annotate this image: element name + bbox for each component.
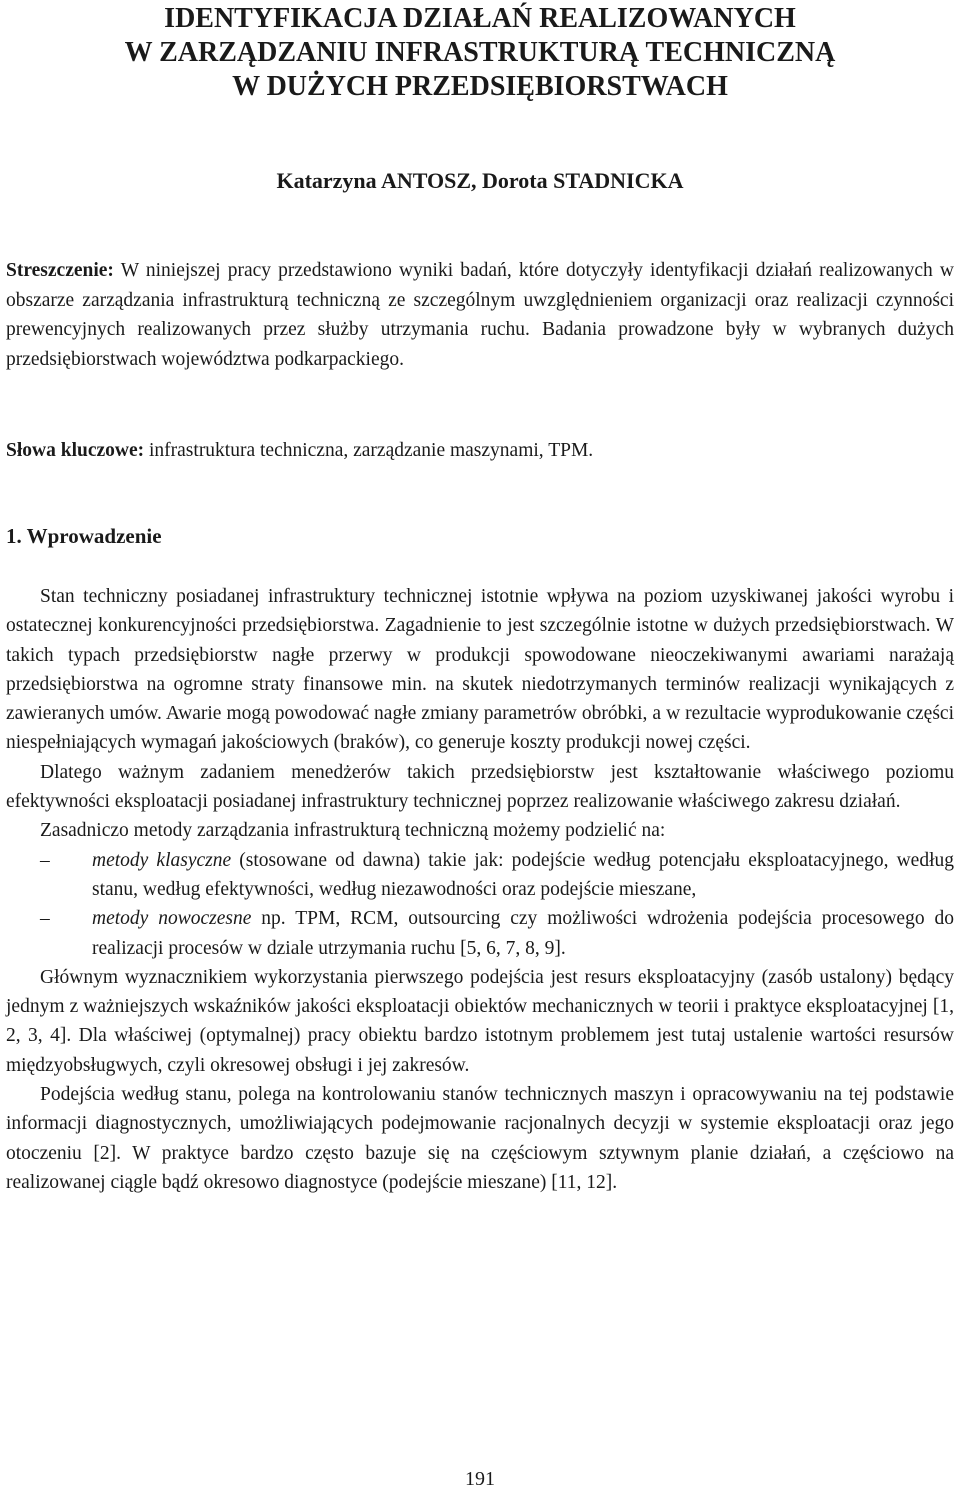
list-item (6, 846, 954, 905)
section-body (6, 582, 954, 1197)
methods-list (6, 846, 954, 963)
keywords (6, 436, 954, 466)
paper-title (0, 2, 960, 104)
list-item (6, 904, 954, 963)
page-number: 191 (465, 1468, 495, 1490)
abstract-label: Streszczenie: (6, 260, 114, 281)
title-line-2: W ZARZĄDZANIU INFRASTRUKTURĄ TECHNICZNĄ (124, 37, 836, 68)
authors: Katarzyna ANTOSZ, Dorota STADNICKA (276, 168, 684, 193)
section-heading: 1. Wprowadzenie (6, 524, 162, 548)
list-marker: – (40, 849, 50, 871)
list-item-term: metody klasyczne (92, 849, 232, 871)
keywords-label: Słowa kluczowe: (6, 440, 145, 461)
title-line-1: IDENTYFIKACJA DZIAŁAŃ REALIZOWANYCH (164, 3, 796, 34)
abstract (6, 256, 954, 374)
list-marker: – (40, 908, 50, 930)
list-item-term: metody nowoczesne (92, 908, 252, 930)
title-line-3: W DUŻYCH PRZEDSIĘBIORSTWACH (232, 71, 728, 102)
paragraph-1: Stan techniczny posiadanej infrastruktury technicznej istotnie wpływa na poziom uzyskiwanej jakości wyrobu i ostatecznej konkurencyjności przedsiębiorstwa. Zagadnienie to jest szczególnie istotne w dużych przedsiębiorstwach. W takich typach przedsiębiorstw nagłe przerwy w produkcji spowodowane nieoczekiwanymi awariami narażają przedsiębiorstwa na ogromne straty finansowe min. na skutek niedotrzymanych terminów realizacji wynikających z zawieranych umów. Awarie mogą powodować nagłe zmiany parametrów obróbki, a w rezultacie wyprodukowanie części niespełniających wymagań jakościowych (braków), co generuje koszty produkcji nowej części. (6, 586, 954, 754)
paragraph-5: Podejścia według stanu, polega na kontrolowaniu stanów technicznych maszyn i opracowywaniu na tej podstawie informacji diagnostycznych, umożliwiających podejmowanie racjonalnych decyzji w systemie eksploatacji oraz jego otoczeniu [2]. W praktyce bardzo często bazuje się na częściowym sztywnym planie działań, a częściowo na realizowanej ciągle bądź okresowo diagnostyce (podejście mieszane) [11, 12]. (6, 1084, 954, 1193)
paragraph-4: Głównym wyznacznikiem wykorzystania pierwszego podejścia jest resurs eksploatacyjny (zasób ustalony) będący jednym z ważniejszych wskaźników jakości eksploatacji obiektów mechanicznych w teorii i praktyce eksploatacyjnej [1, 2, 3, 4]. Dla właściwej (optymalnej) pracy obiektu bardzo istotnym problemem jest tutaj ustalenie wartości resursów międzyobsługwych, czyli okresowej obsługi i jej zakresów. (6, 966, 954, 1076)
abstract-text: W niniejszej pracy przedstawiono wyniki badań, które dotyczyły identyfikacji działań realizowanych w obszarze zarządzania infrastrukturą techniczną ze szczególnym uwzględnieniem organizacji oraz realizacji czynności prewencyjnych realizowanych przez służby utrzymania ruchu. Badania prowadzone były w wybranych dużych przedsiębiorstwach województwa podkarpackiego. (6, 260, 954, 370)
list-item-text: np. TPM, RCM, outsourcing czy możliwości wdrożenia podejścia procesowego do realizacji procesów w dziale utrzymania ruchu [5, 6, 7, 8, 9]. (92, 908, 954, 959)
paragraph-3: Zasadniczo metody zarządzania infrastrukturą techniczną możemy podzielić na: (40, 820, 666, 842)
list-item-text: (stosowane od dawna) takie jak: podejście według potencjału eksploatacyjnego, według stanu, według efektywności, według niezawodności oraz podejście mieszane, (92, 849, 954, 900)
keywords-text: infrastruktura techniczna, zarządzanie maszynami, TPM. (149, 440, 594, 461)
paragraph-2: Dlatego ważnym zadaniem menedżerów takich przedsiębiorstw jest kształtowanie właściwego poziomu efektywności eksploatacji posiadanej infrastruktury technicznej poprzez realizowanie właściwego zakresu działań. (6, 761, 954, 813)
